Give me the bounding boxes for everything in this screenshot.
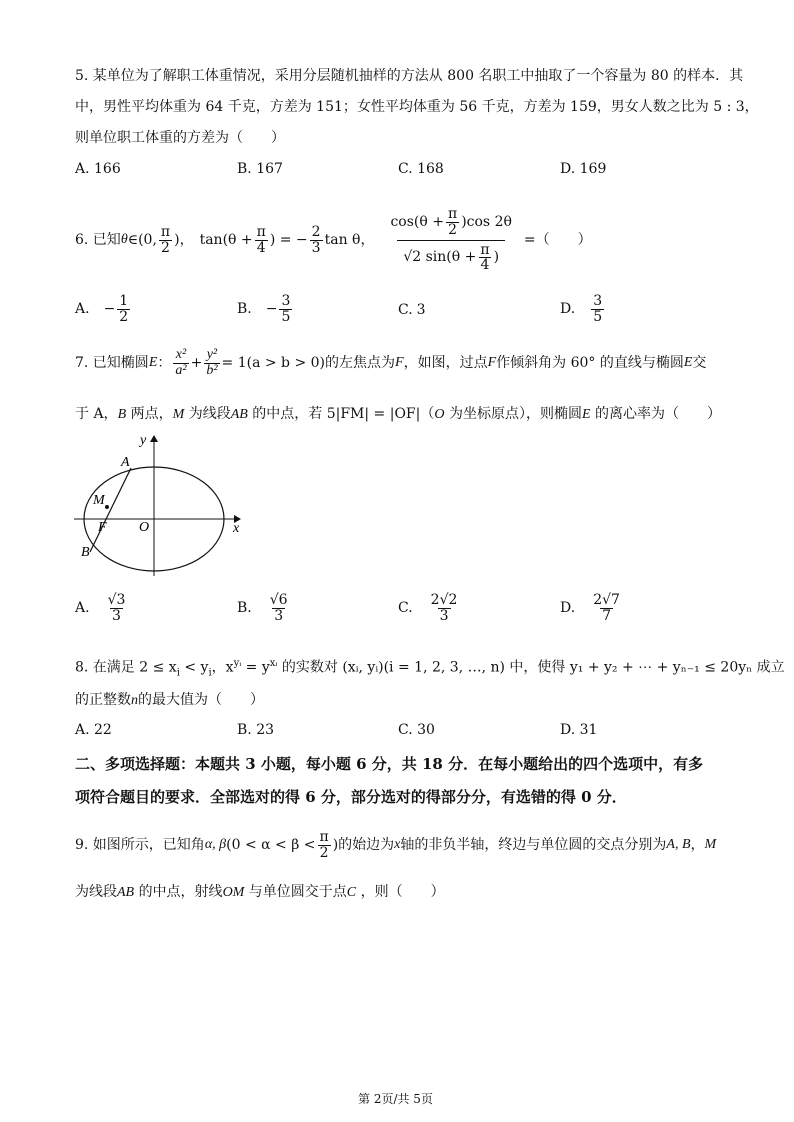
q6-tan-expr: tan(θ + [199, 232, 253, 248]
q6-tan-theta: tan θ， [324, 232, 375, 248]
q8-option-d[interactable]: D. 31 [560, 722, 598, 738]
q6-interval-open: (0, [138, 232, 157, 248]
section-2-line-1: 二、多项选择题：本题共 3 小题，每小题 6 分，共 18 分．在每小题给出的四个选项中，有多 [75, 755, 704, 773]
q6-option-a[interactable]: A. − $\frac{1}{2}$ [75, 293, 129, 325]
q7-line-1: 7. 已知椭圆 E ： $\frac{\text{x²}}{\text{a²}}$ + $\frac{\text{y²}}{\text{b²}}$ = 1(a > b > 0) 的左焦点为 F ，如图，过点 F 作倾斜角为 60° 的直线与椭圆 E 交 [75, 346, 707, 378]
label-a: A [121, 455, 130, 470]
label-o: O [139, 520, 150, 535]
q8-line-1: 8. 在满足 $2 \le x_i < y_i$，$x^{yᵢ} = y^{xᵢ}$ 的实数对 (xᵢ, yᵢ)(i = 1, 2, 3, …, n) 中，使得 y₁ + y₂ + ⋯ + yₙ₋₁ ≤ 20yₙ 成立 [75, 658, 785, 679]
label-b: B [81, 545, 90, 560]
q8-option-c[interactable]: C. 30 [398, 722, 435, 738]
q7-option-a[interactable]: A. $\frac{√3}{3}$ [75, 592, 126, 624]
q6-interval-close: ) [174, 232, 180, 248]
q6-theta: θ [120, 232, 128, 247]
q9-line-2: 为线段AB 的中点，射线OM 与单位圆交于点C ，则（ ） [75, 884, 445, 900]
q5-line-3: 则单位职工体重的方差为（ ） [75, 130, 285, 146]
label-f: F [98, 520, 107, 535]
q6-in: ∈ [127, 232, 139, 248]
q6-end: =（ ） [523, 232, 592, 248]
q5-line-1: 5. 某单位为了解职工体重情况，采用分层随机抽样的方法从 800 名职工中抽取了一个容量为 80 的样本．其 [75, 68, 744, 84]
q5-option-a[interactable]: A. 166 [75, 161, 121, 177]
q8-option-a[interactable]: A. 22 [75, 722, 112, 738]
q5-option-d[interactable]: D. 169 [560, 161, 607, 177]
q6-option-d[interactable]: D. $\frac{3}{5}$ [560, 293, 603, 325]
q5-option-b[interactable]: B. 167 [237, 161, 283, 177]
q7-option-b[interactable]: B. $\frac{√6}{3}$ [237, 592, 288, 624]
q6-prefix: 6. 已知 [75, 232, 121, 248]
q6-pi-over-4: $\frac{\pi}{4}$ [256, 223, 266, 256]
q7-line-2: 于 A，B 两点，M 为线段AB 的中点，若 5|FM| = |OF|（O 为坐标原点），则椭圆E 的离心率为（ ） [75, 406, 721, 422]
label-x: x [233, 521, 240, 536]
q6-comma: ， [179, 232, 194, 248]
q7-option-d[interactable]: D. $\frac{2√7}{7}$ [560, 592, 620, 624]
q6-option-c[interactable]: C. 3 [398, 302, 426, 318]
q6-pi-over-2: $\frac{\pi}{2}$ [160, 223, 171, 256]
q5-option-c[interactable]: C. 168 [398, 161, 444, 177]
q6-big-fraction: cos(θ + $\frac{\pi}{2}$ )cos 2θ √2 sin(θ + $\frac{\pi}{4}$ ) [390, 206, 512, 274]
page-footer: 第 2页/共 5页 [358, 1092, 433, 1106]
q7-ellipse-figure [70, 430, 250, 580]
label-y: y [140, 433, 147, 448]
q6-eq: ) = − [269, 232, 308, 248]
q6-option-b[interactable]: B. − $\frac{3}{5}$ [237, 293, 291, 325]
q6-two-thirds: $\frac{2}{3}$ [311, 223, 321, 256]
q8-option-b[interactable]: B. 23 [237, 722, 275, 738]
midpoint-dot [105, 505, 109, 509]
section-2-line-2: 项符合题目的要求．全部选对的得 6 分，部分选对的得部分分，有选错的得 0 分． [75, 788, 627, 806]
q8-line-2: 的正整数n的最大值为（ ） [75, 692, 264, 708]
focal-chord [90, 468, 131, 552]
q9-line-1: 9. 如图所示，已知角 α, β (0 < α < β < $\frac{\pi}{2}$ ) 的始边为 x 轴的非负半轴，终边与单位圆的交点分别为 A, B ， M [75, 828, 717, 861]
label-m: M [93, 493, 105, 508]
q6-stem [75, 206, 592, 274]
q7-option-c[interactable]: C. $\frac{2√2}{3}$ [398, 592, 458, 624]
q5-line-2: 中，男性平均体重为 64 千克，方差为 151；女性平均体重为 56 千克，方差为 159，男女人数之比为 5 : 3， [75, 99, 759, 115]
